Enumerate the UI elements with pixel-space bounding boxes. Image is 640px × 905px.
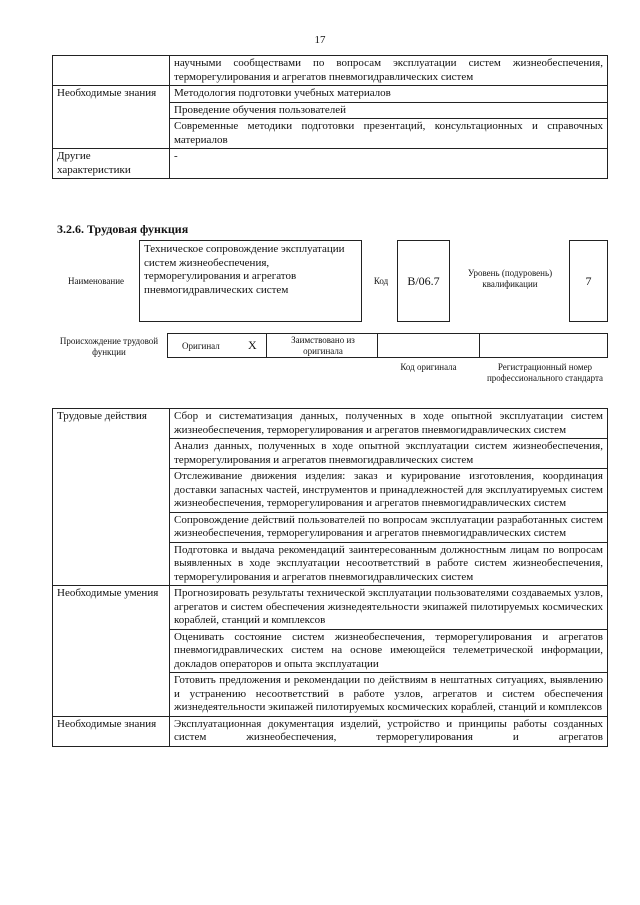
table-row	[53, 409, 608, 439]
borrowed-cell	[266, 333, 378, 358]
row-label	[53, 56, 170, 86]
row-label: Трудовые действия	[53, 409, 170, 586]
table-cell: Подготовка и выдача рекомендаций заинтересованным должностным лицам по вопросам выявленных в ходе эксплуатации несоответствий в работе систем жизнеобеспечения, терморегулирования и агрегатов пневмогидравлических систем	[170, 542, 608, 586]
table-row	[53, 586, 608, 630]
borrowed-label: Заимствовано из оригинала	[291, 335, 355, 356]
table-cell: Готовить предложения и рекомендации по действиям в нештатных ситуациях, выявлению и устранению несоответствий в работе узлов, агрегатов и систем обеспечения жизнедеятельности экипажей пилотируемых космических кораблей, станций и комплексов	[170, 673, 608, 717]
table-row	[53, 149, 608, 179]
original-label: Оригинал	[182, 341, 220, 351]
row-label: Необходимые знания	[53, 86, 170, 149]
code-label: Код	[373, 276, 389, 286]
table-cell: Прогнозировать результаты технической эксплуатации пользователями создаваемых узлов, агрегатов и систем обеспечения жизнедеятельности экипажей пилотируемых космических кораблей, станций и комплексов	[170, 586, 608, 630]
original-mark: X	[248, 338, 257, 352]
code-box: B/06.7	[397, 240, 450, 322]
row-label: Необходимые умения	[53, 586, 170, 717]
table-cell: Проведение обучения пользователей	[170, 102, 608, 119]
table-cell: -	[170, 149, 608, 179]
table-cell: Оценивать состояние систем жизнеобеспечения, терморегулирования и агрегатов пневмогидравлических систем на основе имеющейся телеметрической информации, докладов операторов и опыта эксплуатации	[170, 629, 608, 673]
origin-code-cell	[377, 333, 480, 358]
name-label: Наименование	[67, 276, 125, 286]
top-table	[52, 55, 608, 179]
table-row	[53, 716, 608, 746]
table-cell: Отслеживание движения изделия: заказ и курирование изготовления, координация доставки запасных частей, инструментов и принадлежностей для эксплуатируемых систем жизнеобеспечения, терморегулирования и агрегатов пневмогидравлических систем	[170, 469, 608, 513]
table-cell: Эксплуатационная документация изделий, устройство и принципы работы созданных систем жизнеобеспечения, терморегулирования и агрегатов	[170, 716, 608, 746]
row-label: Другие характеристики	[53, 149, 170, 179]
row-label: Необходимые знания	[53, 716, 170, 746]
table-cell: Методология подготовки учебных материалов	[170, 86, 608, 103]
level-label: Уровень (подуровень) квалификации	[467, 268, 553, 289]
name-box: Техническое сопровождение эксплуатации систем жизнеобеспечения, терморегулирования и агрегатов пневмогидравлических систем	[139, 240, 362, 322]
table-cell: Современные методики подготовки презентаций, консультационных и справочных материалов	[170, 119, 608, 149]
original-cell	[167, 333, 267, 358]
section-title: 3.2.6. Трудовая функция	[57, 222, 189, 236]
table-cell: научными сообществами по вопросам эксплуатации систем жизнеобеспечения, терморегулирования и агрегатов пневмогидравлических систем	[170, 56, 608, 86]
origin-label: Происхождение трудовой функции	[59, 336, 159, 357]
table-cell: Анализ данных, полученных в ходе опытной эксплуатации систем жизнеобеспечения, терморегулирования и агрегатов пневмогидравлических систем	[170, 439, 608, 469]
bottom-table	[52, 408, 608, 747]
level-box: 7	[569, 240, 608, 322]
origin-code-caption: Код оригинала	[400, 362, 457, 372]
page-number: 17	[314, 34, 326, 46]
reg-number-cell	[479, 333, 608, 358]
table-cell: Сопровождение действий пользователей по вопросам эксплуатации разработанных систем жизнеобеспечения, терморегулирования и агрегатов пневмогидравлических систем	[170, 512, 608, 542]
reg-number-caption: Регистрационный номер профессионального стандарта	[486, 362, 604, 383]
table-row	[53, 56, 608, 86]
table-cell: Сбор и систематизация данных, полученных в ходе опытной эксплуатации систем жизнеобеспечения, терморегулирования и агрегатов пневмогидравлических систем	[170, 409, 608, 439]
table-row	[53, 86, 608, 103]
